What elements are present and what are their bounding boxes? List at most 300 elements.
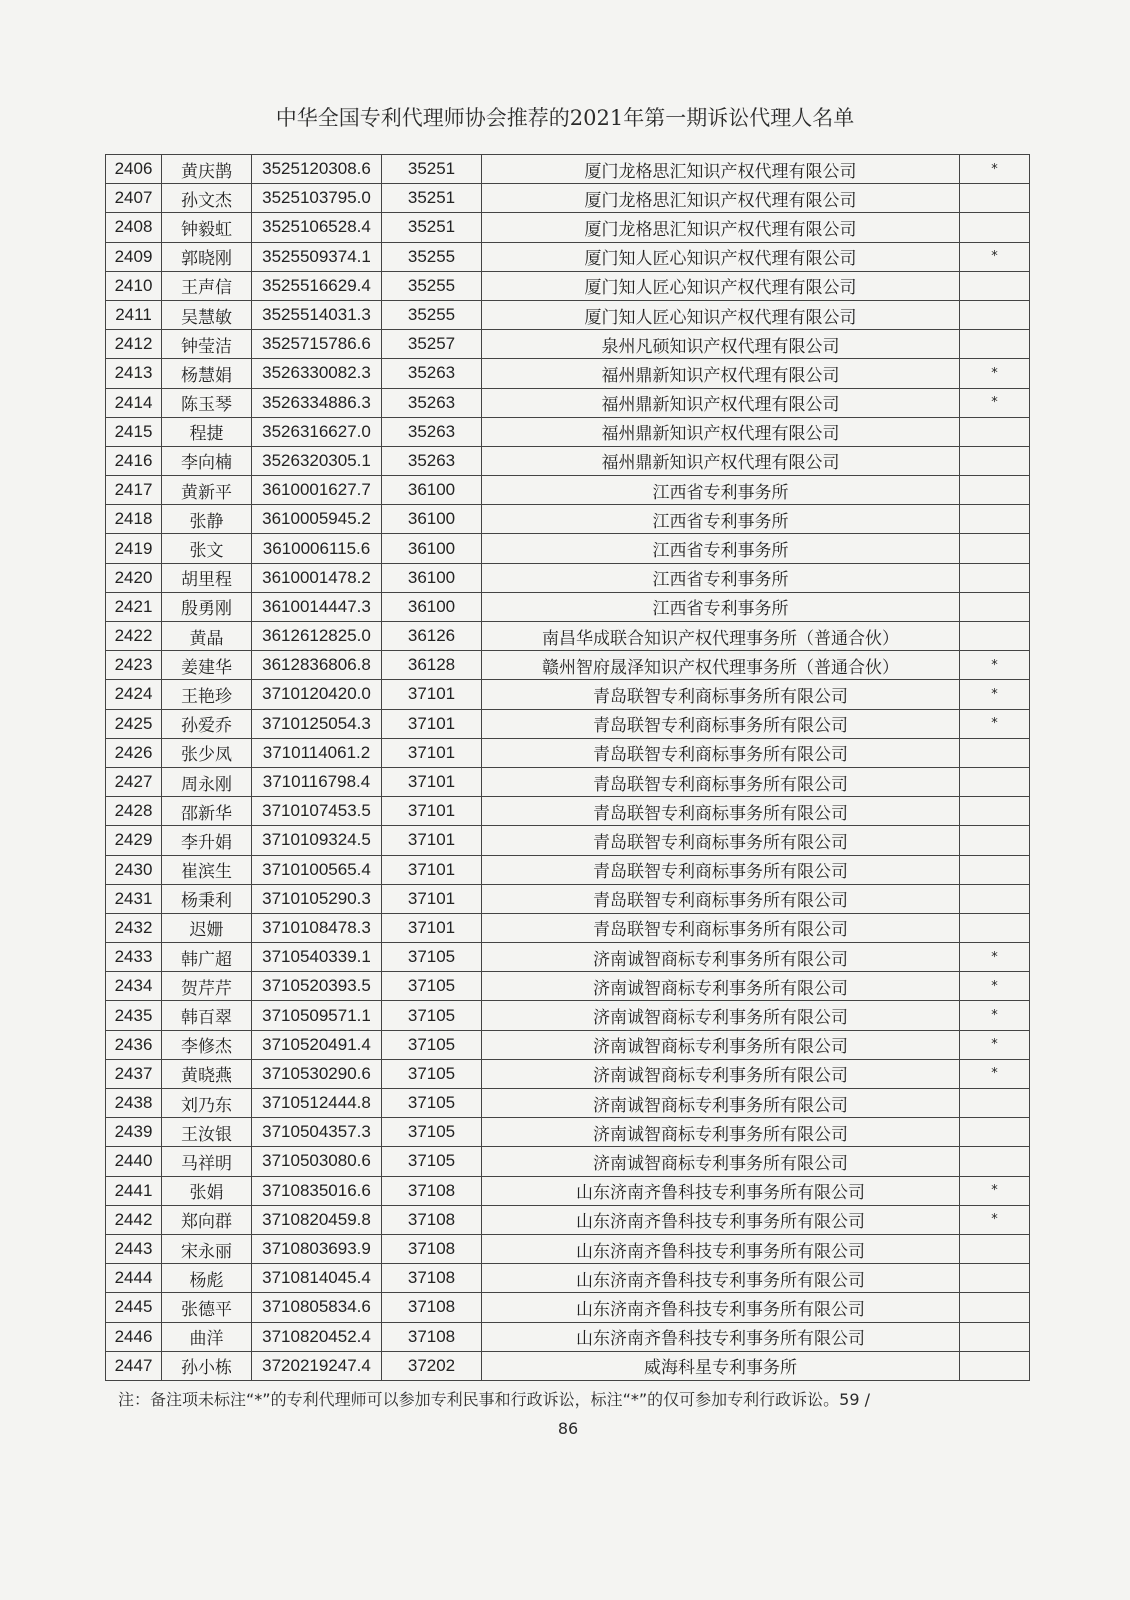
agency-name: 济南诚智商标专利事务所有限公司	[482, 1001, 960, 1030]
agent-name: 孙爱乔	[162, 709, 252, 738]
agent-name: 吴慧敏	[162, 300, 252, 329]
row-number: 2438	[106, 1089, 162, 1118]
row-number: 2428	[106, 797, 162, 826]
table-row	[106, 767, 1030, 796]
agency-name: 厦门知人匠心知识产权代理有限公司	[482, 271, 960, 300]
remark-mark	[960, 1118, 1030, 1147]
agency-code: 37101	[382, 680, 482, 709]
agency-name: 赣州智府晟泽知识产权代理事务所（普通合伙）	[482, 651, 960, 680]
agency-name: 山东济南齐鲁科技专利事务所有限公司	[482, 1322, 960, 1351]
agent-name: 宋永丽	[162, 1234, 252, 1263]
agency-name: 江西省专利事务所	[482, 534, 960, 563]
page-title: 中华全国专利代理师协会推荐的2021年第一期诉讼代理人名单	[275, 106, 855, 130]
certificate-number: 3525120308.6	[252, 155, 382, 184]
agency-name: 厦门知人匠心知识产权代理有限公司	[482, 300, 960, 329]
agency-name: 济南诚智商标专利事务所有限公司	[482, 1089, 960, 1118]
row-number: 2413	[106, 359, 162, 388]
agent-name: 邵新华	[162, 797, 252, 826]
agency-name: 济南诚智商标专利事务所有限公司	[482, 1030, 960, 1059]
remark-mark	[960, 184, 1030, 213]
row-number: 2410	[106, 271, 162, 300]
remark-mark	[960, 913, 1030, 942]
agent-name: 迟姗	[162, 913, 252, 942]
agency-name: 山东济南齐鲁科技专利事务所有限公司	[482, 1234, 960, 1263]
agency-name: 江西省专利事务所	[482, 592, 960, 621]
certificate-number: 3610001627.7	[252, 476, 382, 505]
row-number: 2425	[106, 709, 162, 738]
remark-mark: *	[960, 359, 1030, 388]
table-row	[106, 1205, 1030, 1234]
row-number: 2439	[106, 1118, 162, 1147]
certificate-number: 3710530290.6	[252, 1059, 382, 1088]
agent-name: 黄新平	[162, 476, 252, 505]
page-total: 86	[557, 1419, 579, 1438]
table-row	[106, 592, 1030, 621]
certificate-number: 3526316627.0	[252, 417, 382, 446]
agent-name: 程捷	[162, 417, 252, 446]
remark-mark: *	[960, 972, 1030, 1001]
row-number: 2411	[106, 300, 162, 329]
row-number: 2421	[106, 592, 162, 621]
agent-name: 殷勇刚	[162, 592, 252, 621]
certificate-number: 3610005945.2	[252, 505, 382, 534]
remark-mark: *	[960, 943, 1030, 972]
certificate-number: 3720219247.4	[252, 1351, 382, 1380]
row-number: 2422	[106, 622, 162, 651]
certificate-number: 3612836806.8	[252, 651, 382, 680]
row-number: 2441	[106, 1176, 162, 1205]
row-number: 2445	[106, 1293, 162, 1322]
agent-name: 王声信	[162, 271, 252, 300]
table-row	[106, 1176, 1030, 1205]
agency-name: 济南诚智商标专利事务所有限公司	[482, 1059, 960, 1088]
agent-name: 刘乃东	[162, 1089, 252, 1118]
certificate-number: 3710120420.0	[252, 680, 382, 709]
table-row	[106, 300, 1030, 329]
row-number: 2435	[106, 1001, 162, 1030]
agency-name: 青岛联智专利商标事务所有限公司	[482, 855, 960, 884]
table-row	[106, 505, 1030, 534]
agency-name: 青岛联智专利商标事务所有限公司	[482, 709, 960, 738]
remark-mark	[960, 1351, 1030, 1380]
remark-mark	[960, 826, 1030, 855]
certificate-number: 3525516629.4	[252, 271, 382, 300]
row-number: 2429	[106, 826, 162, 855]
agency-name: 南昌华成联合知识产权代理事务所（普通合伙）	[482, 622, 960, 651]
table-row	[106, 1147, 1030, 1176]
agency-name: 山东济南齐鲁科技专利事务所有限公司	[482, 1264, 960, 1293]
certificate-number: 3526320305.1	[252, 446, 382, 475]
row-number: 2446	[106, 1322, 162, 1351]
agent-name: 李升娟	[162, 826, 252, 855]
agency-code: 37105	[382, 1059, 482, 1088]
remark-mark: *	[960, 155, 1030, 184]
table-row	[106, 534, 1030, 563]
row-number: 2406	[106, 155, 162, 184]
table-row	[106, 1089, 1030, 1118]
agency-code: 35251	[382, 184, 482, 213]
remark-mark	[960, 855, 1030, 884]
agency-name: 厦门龙格思汇知识产权代理有限公司	[482, 184, 960, 213]
agency-code: 36100	[382, 534, 482, 563]
table-row	[106, 797, 1030, 826]
agent-name: 马祥明	[162, 1147, 252, 1176]
table-row	[106, 446, 1030, 475]
certificate-number: 3710803693.9	[252, 1234, 382, 1263]
remark-mark	[960, 738, 1030, 767]
agent-name: 王汝银	[162, 1118, 252, 1147]
agency-name: 青岛联智专利商标事务所有限公司	[482, 826, 960, 855]
certificate-number: 3710520491.4	[252, 1030, 382, 1059]
roster-body	[106, 155, 1030, 1381]
certificate-number: 3525509374.1	[252, 242, 382, 271]
table-row	[106, 972, 1030, 1001]
agency-code: 35257	[382, 330, 482, 359]
agent-name: 杨彪	[162, 1264, 252, 1293]
remark-mark	[960, 446, 1030, 475]
agency-code: 37108	[382, 1205, 482, 1234]
table-row	[106, 1264, 1030, 1293]
agent-name: 贺芹芹	[162, 972, 252, 1001]
agency-code: 37105	[382, 1030, 482, 1059]
agency-code: 36100	[382, 563, 482, 592]
agent-name: 曲洋	[162, 1322, 252, 1351]
agency-code: 37108	[382, 1264, 482, 1293]
row-number: 2430	[106, 855, 162, 884]
certificate-number: 3710107453.5	[252, 797, 382, 826]
table-row	[106, 1118, 1030, 1147]
remark-mark: *	[960, 242, 1030, 271]
certificate-number: 3710805834.6	[252, 1293, 382, 1322]
agent-name: 郭晓刚	[162, 242, 252, 271]
agency-name: 江西省专利事务所	[482, 505, 960, 534]
agent-name: 钟毅虹	[162, 213, 252, 242]
remark-mark	[960, 592, 1030, 621]
remark-mark: *	[960, 651, 1030, 680]
agency-code: 36100	[382, 476, 482, 505]
row-number: 2431	[106, 884, 162, 913]
agency-name: 江西省专利事务所	[482, 563, 960, 592]
row-number: 2440	[106, 1147, 162, 1176]
row-number: 2423	[106, 651, 162, 680]
agent-name: 张少凤	[162, 738, 252, 767]
remark-mark	[960, 505, 1030, 534]
table-row	[106, 388, 1030, 417]
agency-name: 威海科星专利事务所	[482, 1351, 960, 1380]
remark-mark: *	[960, 709, 1030, 738]
table-row	[106, 155, 1030, 184]
row-number: 2447	[106, 1351, 162, 1380]
remark-mark: *	[960, 388, 1030, 417]
agency-name: 济南诚智商标专利事务所有限公司	[482, 943, 960, 972]
table-row	[106, 943, 1030, 972]
agency-name: 山东济南齐鲁科技专利事务所有限公司	[482, 1293, 960, 1322]
table-row	[106, 1030, 1030, 1059]
row-number: 2444	[106, 1264, 162, 1293]
remark-mark	[960, 1293, 1030, 1322]
agency-name: 青岛联智专利商标事务所有限公司	[482, 797, 960, 826]
row-number: 2414	[106, 388, 162, 417]
remark-mark: *	[960, 1176, 1030, 1205]
agency-name: 青岛联智专利商标事务所有限公司	[482, 680, 960, 709]
agency-name: 青岛联智专利商标事务所有限公司	[482, 884, 960, 913]
remark-mark	[960, 884, 1030, 913]
roster-table	[105, 154, 1030, 1381]
row-number: 2433	[106, 943, 162, 972]
remark-mark	[960, 1264, 1030, 1293]
agency-code: 36128	[382, 651, 482, 680]
table-row	[106, 1059, 1030, 1088]
agent-name: 张静	[162, 505, 252, 534]
table-row	[106, 1293, 1030, 1322]
agency-code: 37101	[382, 767, 482, 796]
agency-code: 35263	[382, 359, 482, 388]
agency-name: 泉州凡硕知识产权代理有限公司	[482, 330, 960, 359]
agency-code: 37105	[382, 1089, 482, 1118]
agency-code: 35251	[382, 155, 482, 184]
certificate-number: 3525106528.4	[252, 213, 382, 242]
agency-code: 35255	[382, 271, 482, 300]
agency-code: 37101	[382, 738, 482, 767]
agent-name: 黄晓燕	[162, 1059, 252, 1088]
agency-code: 35255	[382, 242, 482, 271]
table-row	[106, 622, 1030, 651]
agent-name: 王艳珍	[162, 680, 252, 709]
agent-name: 杨秉利	[162, 884, 252, 913]
agent-name: 周永刚	[162, 767, 252, 796]
agency-code: 37105	[382, 1147, 482, 1176]
agency-name: 青岛联智专利商标事务所有限公司	[482, 767, 960, 796]
agent-name: 胡里程	[162, 563, 252, 592]
table-row	[106, 709, 1030, 738]
remark-mark	[960, 622, 1030, 651]
row-number: 2415	[106, 417, 162, 446]
certificate-number: 3525103795.0	[252, 184, 382, 213]
certificate-number: 3710105290.3	[252, 884, 382, 913]
table-row	[106, 651, 1030, 680]
certificate-number: 3710814045.4	[252, 1264, 382, 1293]
remark-mark	[960, 271, 1030, 300]
table-row	[106, 884, 1030, 913]
row-number: 2412	[106, 330, 162, 359]
certificate-number: 3710116798.4	[252, 767, 382, 796]
row-number: 2420	[106, 563, 162, 592]
agent-name: 陈玉琴	[162, 388, 252, 417]
row-number: 2436	[106, 1030, 162, 1059]
table-row	[106, 855, 1030, 884]
row-number: 2443	[106, 1234, 162, 1263]
agent-name: 郑向群	[162, 1205, 252, 1234]
remark-mark	[960, 330, 1030, 359]
certificate-number: 3525514031.3	[252, 300, 382, 329]
agency-code: 37202	[382, 1351, 482, 1380]
table-row	[106, 1234, 1030, 1263]
certificate-number: 3610014447.3	[252, 592, 382, 621]
agency-name: 福州鼎新知识产权代理有限公司	[482, 446, 960, 475]
table-row	[106, 330, 1030, 359]
table-row	[106, 826, 1030, 855]
agent-name: 黄晶	[162, 622, 252, 651]
agency-name: 福州鼎新知识产权代理有限公司	[482, 417, 960, 446]
agent-name: 李修杰	[162, 1030, 252, 1059]
footnote-text: 注：备注项未标注“*”的专利代理师可以参加专利民事和行政诉讼，标注“*”的仅可参加专利行政诉讼。	[118, 1390, 840, 1409]
remark-mark	[960, 797, 1030, 826]
certificate-number: 3710503080.6	[252, 1147, 382, 1176]
agency-code: 36100	[382, 592, 482, 621]
row-number: 2426	[106, 738, 162, 767]
row-number: 2434	[106, 972, 162, 1001]
row-number: 2419	[106, 534, 162, 563]
table-row	[106, 476, 1030, 505]
agent-name: 黄庆鹊	[162, 155, 252, 184]
remark-mark: *	[960, 1059, 1030, 1088]
table-row	[106, 1001, 1030, 1030]
certificate-number: 3612612825.0	[252, 622, 382, 651]
agency-code: 35263	[382, 446, 482, 475]
certificate-number: 3710835016.6	[252, 1176, 382, 1205]
table-row	[106, 680, 1030, 709]
remark-mark	[960, 534, 1030, 563]
row-number: 2437	[106, 1059, 162, 1088]
agency-name: 福州鼎新知识产权代理有限公司	[482, 388, 960, 417]
agency-code: 37101	[382, 884, 482, 913]
agency-code: 37101	[382, 826, 482, 855]
agent-name: 孙文杰	[162, 184, 252, 213]
agency-code: 37108	[382, 1234, 482, 1263]
row-number: 2432	[106, 913, 162, 942]
table-row	[106, 271, 1030, 300]
agency-code: 37101	[382, 913, 482, 942]
row-number: 2417	[106, 476, 162, 505]
row-number: 2427	[106, 767, 162, 796]
remark-mark	[960, 767, 1030, 796]
agency-name: 山东济南齐鲁科技专利事务所有限公司	[482, 1176, 960, 1205]
remark-mark: *	[960, 680, 1030, 709]
agency-code: 37101	[382, 855, 482, 884]
row-number: 2409	[106, 242, 162, 271]
table-row	[106, 417, 1030, 446]
certificate-number: 3710100565.4	[252, 855, 382, 884]
certificate-number: 3610006115.6	[252, 534, 382, 563]
agent-name: 崔滨生	[162, 855, 252, 884]
certificate-number: 3610001478.2	[252, 563, 382, 592]
agency-code: 37105	[382, 972, 482, 1001]
agency-name: 山东济南齐鲁科技专利事务所有限公司	[482, 1205, 960, 1234]
agency-code: 36100	[382, 505, 482, 534]
table-row	[106, 563, 1030, 592]
row-number: 2442	[106, 1205, 162, 1234]
agent-name: 韩广超	[162, 943, 252, 972]
agent-name: 张娟	[162, 1176, 252, 1205]
agency-name: 济南诚智商标专利事务所有限公司	[482, 1147, 960, 1176]
agency-code: 35263	[382, 417, 482, 446]
agency-name: 青岛联智专利商标事务所有限公司	[482, 913, 960, 942]
table-row	[106, 738, 1030, 767]
certificate-number: 3525715786.6	[252, 330, 382, 359]
certificate-number: 3710109324.5	[252, 826, 382, 855]
agent-name: 钟莹洁	[162, 330, 252, 359]
remark-mark	[960, 300, 1030, 329]
agent-name: 孙小栋	[162, 1351, 252, 1380]
agency-name: 青岛联智专利商标事务所有限公司	[482, 738, 960, 767]
footnote	[118, 1385, 1018, 1443]
remark-mark	[960, 1089, 1030, 1118]
remark-mark	[960, 476, 1030, 505]
remark-mark	[960, 1147, 1030, 1176]
certificate-number: 3710820452.4	[252, 1322, 382, 1351]
agency-name: 厦门知人匠心知识产权代理有限公司	[482, 242, 960, 271]
agent-name: 姜建华	[162, 651, 252, 680]
remark-mark	[960, 563, 1030, 592]
agency-code: 37108	[382, 1322, 482, 1351]
agency-code: 37105	[382, 1118, 482, 1147]
certificate-number: 3710540339.1	[252, 943, 382, 972]
table-row	[106, 213, 1030, 242]
agency-name: 江西省专利事务所	[482, 476, 960, 505]
agency-code: 37105	[382, 943, 482, 972]
agent-name: 张德平	[162, 1293, 252, 1322]
agency-code: 37101	[382, 709, 482, 738]
row-number: 2418	[106, 505, 162, 534]
certificate-number: 3710820459.8	[252, 1205, 382, 1234]
agency-name: 济南诚智商标专利事务所有限公司	[482, 1118, 960, 1147]
certificate-number: 3710509571.1	[252, 1001, 382, 1030]
remark-mark: *	[960, 1001, 1030, 1030]
agent-name: 张文	[162, 534, 252, 563]
certificate-number: 3710504357.3	[252, 1118, 382, 1147]
remark-mark	[960, 1322, 1030, 1351]
agency-name: 厦门龙格思汇知识产权代理有限公司	[482, 213, 960, 242]
table-row	[106, 1351, 1030, 1380]
agency-code: 37101	[382, 797, 482, 826]
row-number: 2407	[106, 184, 162, 213]
remark-mark	[960, 417, 1030, 446]
remark-mark	[960, 213, 1030, 242]
row-number: 2416	[106, 446, 162, 475]
row-number: 2424	[106, 680, 162, 709]
table-row	[106, 1322, 1030, 1351]
remark-mark: *	[960, 1205, 1030, 1234]
table-row	[106, 242, 1030, 271]
agency-name: 福州鼎新知识产权代理有限公司	[482, 359, 960, 388]
agency-code: 36126	[382, 622, 482, 651]
table-row	[106, 359, 1030, 388]
row-number: 2408	[106, 213, 162, 242]
table-row	[106, 913, 1030, 942]
agency-code: 35263	[382, 388, 482, 417]
agent-name: 杨慧娟	[162, 359, 252, 388]
certificate-number: 3710512444.8	[252, 1089, 382, 1118]
page-current: 59	[839, 1390, 860, 1409]
page-separator: /	[859, 1390, 871, 1409]
agent-name: 李向楠	[162, 446, 252, 475]
remark-mark: *	[960, 1030, 1030, 1059]
remark-mark	[960, 1234, 1030, 1263]
agent-name: 韩百翠	[162, 1001, 252, 1030]
certificate-number: 3710125054.3	[252, 709, 382, 738]
agency-name: 厦门龙格思汇知识产权代理有限公司	[482, 155, 960, 184]
certificate-number: 3526330082.3	[252, 359, 382, 388]
certificate-number: 3710520393.5	[252, 972, 382, 1001]
agency-code: 37108	[382, 1176, 482, 1205]
agency-code: 37105	[382, 1001, 482, 1030]
agency-code: 35255	[382, 300, 482, 329]
agency-code: 37108	[382, 1293, 482, 1322]
agency-code: 35251	[382, 213, 482, 242]
table-row	[106, 184, 1030, 213]
certificate-number: 3526334886.3	[252, 388, 382, 417]
agency-name: 济南诚智商标专利事务所有限公司	[482, 972, 960, 1001]
